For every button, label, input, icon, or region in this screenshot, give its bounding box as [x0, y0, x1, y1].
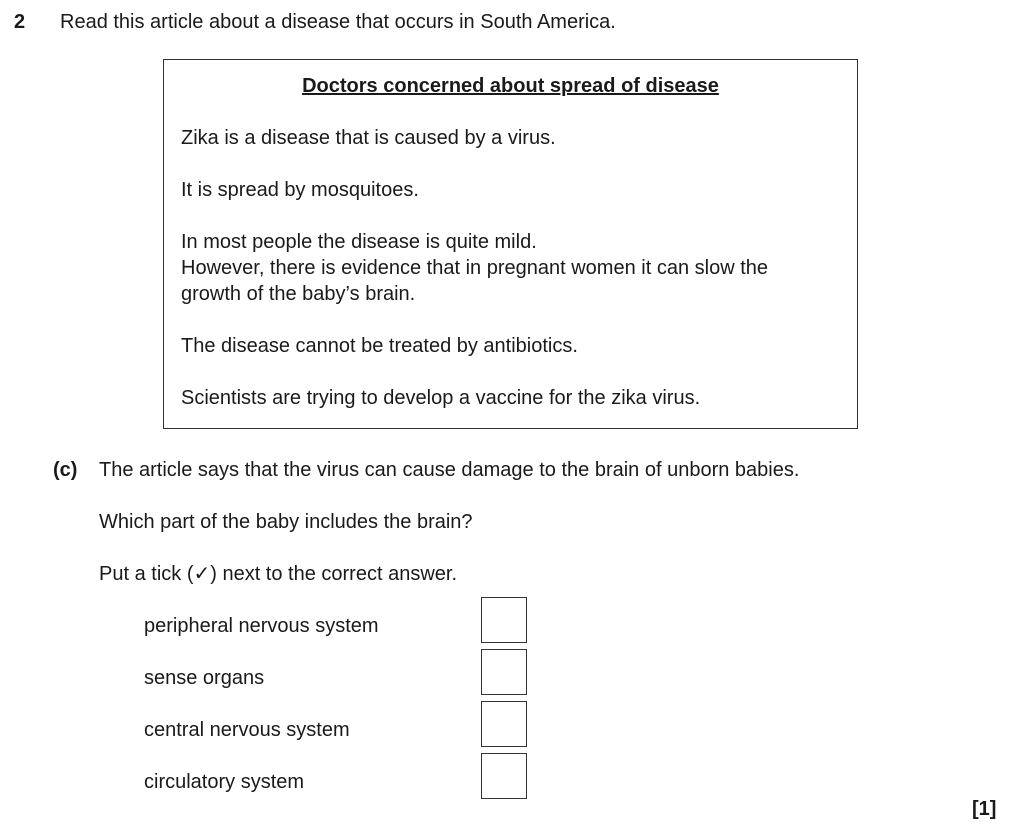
part-label: (c) [53, 459, 78, 481]
part-statement: The article says that the virus can cause damage to the brain of unborn babies. [99, 459, 800, 481]
article-line: In most people the disease is quite mild. [181, 231, 537, 253]
question-intro: Read this article about a disease that occurs in South America. [60, 11, 616, 33]
option-label: central nervous system [144, 719, 350, 741]
part-question: Which part of the baby includes the brain? [99, 511, 473, 533]
option-label: sense organs [144, 667, 265, 689]
answer-checkbox[interactable] [481, 753, 527, 799]
article-box [163, 59, 858, 429]
article-line: It is spread by mosquitoes. [181, 179, 419, 201]
article-line: The disease cannot be treated by antibiotics. [181, 335, 578, 357]
article-line: However, there is evidence that in pregnant women it can slow the [181, 257, 768, 279]
article-line: growth of the baby’s brain. [181, 283, 416, 305]
part-instruction: Put a tick (✓) next to the correct answer. [99, 563, 458, 585]
answer-checkbox[interactable] [481, 649, 527, 695]
option-label: circulatory system [144, 771, 305, 793]
answer-checkbox[interactable] [481, 597, 527, 643]
article-line: Zika is a disease that is caused by a virus. [181, 127, 556, 149]
answer-checkbox[interactable] [481, 701, 527, 747]
article-title: Doctors concerned about spread of disease [302, 75, 719, 97]
marks-label: [1] [972, 798, 997, 820]
question-number: 2 [14, 11, 26, 33]
option-label: peripheral nervous system [144, 615, 379, 637]
article-line: Scientists are trying to develop a vaccine for the zika virus. [181, 387, 701, 409]
